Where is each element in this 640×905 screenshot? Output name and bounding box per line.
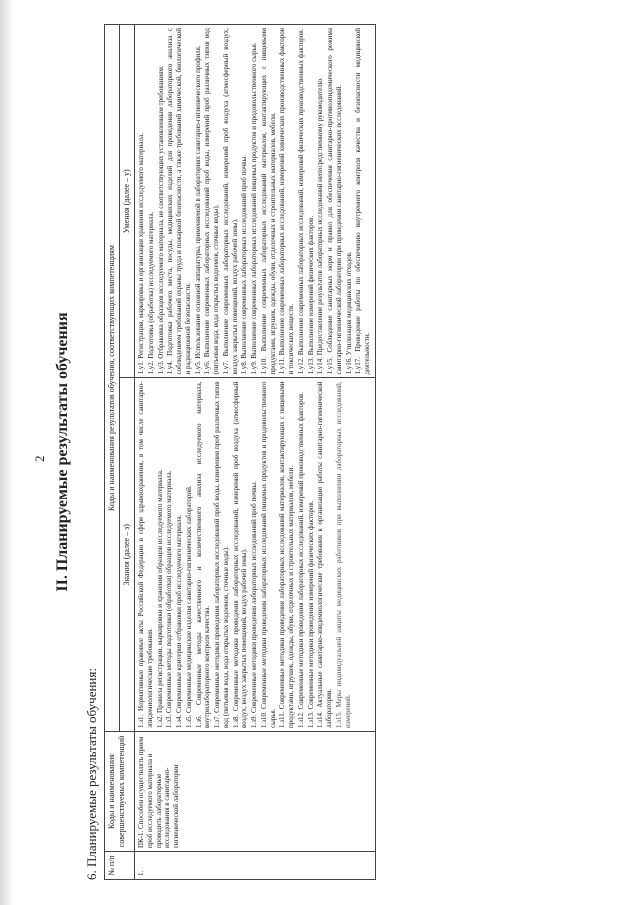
skill-item: 1.у4. Подготовка рабочего места, посуды, медицинских изделий для проведения лабораторного анализа с соблюдением требований охраны труда и пожарной безопасности, а также требований химической, биологической и радиационной безопасности.	[166, 28, 192, 375]
skill-item: 1.у15. Соблюдение санитарных норм и правил для обеспечения санитарно-противоэпидемического режима санитарно-гигиенической лаборатории при проведении санитарно-гигиенических исследований.	[326, 28, 343, 375]
knowledge-item: 1.з12. Современные методики проведения лабораторных исследований, измерений производственных факторов.	[296, 391, 305, 728]
row-num: 1.	[135, 852, 376, 880]
skill-item: 1.у7. Выполнение современных лабораторных исследований, измерений проб воздуха (атмосферный воздух, воздух закрытых помещений, воздух рабочей зоны).	[221, 28, 239, 375]
knowledge-item: 1.з6. Современные методы качественного и количественного анализа исследуемого материала, внутрилабораторного контроля качества.	[194, 381, 212, 728]
scan-edge-shadow	[0, 0, 14, 905]
header-knowledge: Знания (далее – з)	[120, 378, 135, 732]
knowledge-item: 1.з11. Современные методики проведения лабораторных исследований материалов, контактирующих с пищевыми продуктами, игрушек, одежды, обуви, отделочных и строительных материалов, мебели.	[278, 381, 295, 728]
knowledge-item: 1.з9. Современные методики проведения лабораторных исследований проб почвы.	[250, 481, 258, 728]
knowledge-item: 1.з1. Нормативные правовые акты Российской Федерации в сфере здравоохранения, в том числе санитарно-эпидемиологические требования.	[137, 381, 154, 728]
page-number: 2	[32, 455, 47, 462]
skill-item: 1.у14. Предоставление результатов лабораторных исследований непосредственному руководителю.	[316, 77, 325, 375]
results-table	[104, 24, 376, 880]
knowledge-item: 1.з10. Современные методики проведения лабораторных исследований пищевых продуктов и продовольственного сырья.	[259, 381, 277, 728]
header-skills: Умения (далее – у)	[120, 25, 135, 379]
skill-item: 1.у13. Выполнение измерений физических факторов.	[306, 215, 315, 375]
section-title: II. Планируемые результаты обучения	[54, 312, 71, 592]
skills-cell	[135, 25, 376, 379]
knowledge-item: 1.з3. Современные методы подготовки (обработки) образцов исследуемого материала.	[165, 470, 174, 728]
knowledge-item: 1.з7. Современные методики проведения лабораторных исследований проб воды, измерения проб различных типов вод (питьевая вода, вода открытых водоемов, сточные воды).	[213, 381, 230, 728]
skill-item: 1.у12. Выполнение современных лабораторных исследований, измерений физических производственных факторов.	[296, 28, 305, 375]
knowledge-item: 1.з5. Современные медицинские изделия санитарно-гигиенических лабораторий.	[184, 485, 193, 728]
skill-item: 1.у1. Регистрация, маркировка и организация хранения исследуемого материала.	[137, 133, 145, 375]
skill-item: 1.у5. Использование основной аппаратуры, применяемой в лабораториях санитарно-гигиенического профиля.	[193, 45, 202, 375]
knowledge-item: 1.з2. Правила регистрации, маркировки и хранения образцов исследуемого материала.	[155, 469, 164, 728]
knowledge-cell	[135, 378, 376, 732]
knowledge-item: 1.з15. Меры индивидуальной защиты медицинских работников при выполнении лабораторных исследований, измерений.	[334, 381, 352, 728]
subtitle: 6. Планируемые результаты обучения:	[84, 668, 99, 880]
knowledge-item: 1.з13. Современные методики проведения измерений физических факторов.	[306, 500, 315, 728]
skill-item: 1.у9. Выполнение современных лабораторных исследований пищевых продуктов и продовольственного сырья.	[250, 42, 258, 375]
skill-item: 1.у6. Выполнение современных лабораторных исследований проб воды, измерений проб различных типов вод (питьевая вода, вода открытых водоемов, сточные воды).	[203, 28, 220, 375]
skill-item: 1.у16. Утилизация медицинских отходов.	[344, 251, 353, 375]
knowledge-item: 1.з8. Современные методики проведения лабораторных исследований, измерений проб воздуха (атмосферный воздух, воздух закрытых помещений, воздух рабочей зоны).	[231, 381, 249, 728]
table-row	[135, 25, 376, 880]
knowledge-item: 1.з4. Современные критерии отбраковки проб исследуемого материала.	[175, 514, 183, 728]
row-competence: ПК-1. Способен осуществлять прием проб исследуемого материала и проводить лабораторные исследования в санитарно-гигиенической лаборатории	[135, 732, 376, 852]
skill-item: 1.у8. Выполнение современных лабораторных исследований проб почвы.	[240, 155, 249, 375]
skill-item: 1.у2. Подготовка (обработка) исследуемого материала.	[146, 211, 155, 375]
skill-item: 1.у10. Выполнение современных лабораторных исследований материалов, контактирующих с пищевыми продуктами, игрушек, одежды, обуви, отделочных и строительных материалов, мебели.	[259, 28, 277, 375]
rotated-page	[32, 12, 600, 892]
header-competence: Коды и наименования совершенствуемых компетенций	[105, 732, 135, 852]
header-group: Коды и наименования результатов обучения, соответствующих компетенциям	[105, 25, 120, 732]
skill-item: 1.у3. Отбраковка образцов исследуемого материала, не соответствующих установленным требованиям.	[156, 65, 165, 375]
skill-item: 1.у17. Проведение работы по обеспечению внутреннего контроля качества и безопасности медицинской деятельности.	[354, 28, 371, 375]
skill-item: 1.у11. Выполнение современных лабораторных исследований, измерений химических производственных факторов и токсических веществ.	[278, 28, 295, 375]
header-num: № п/п	[105, 852, 135, 880]
knowledge-item: 1.з14. Актуальные санитарно-эпидемиологические требования к организации работы санитарно-гигиенической лаборатории.	[316, 381, 333, 728]
